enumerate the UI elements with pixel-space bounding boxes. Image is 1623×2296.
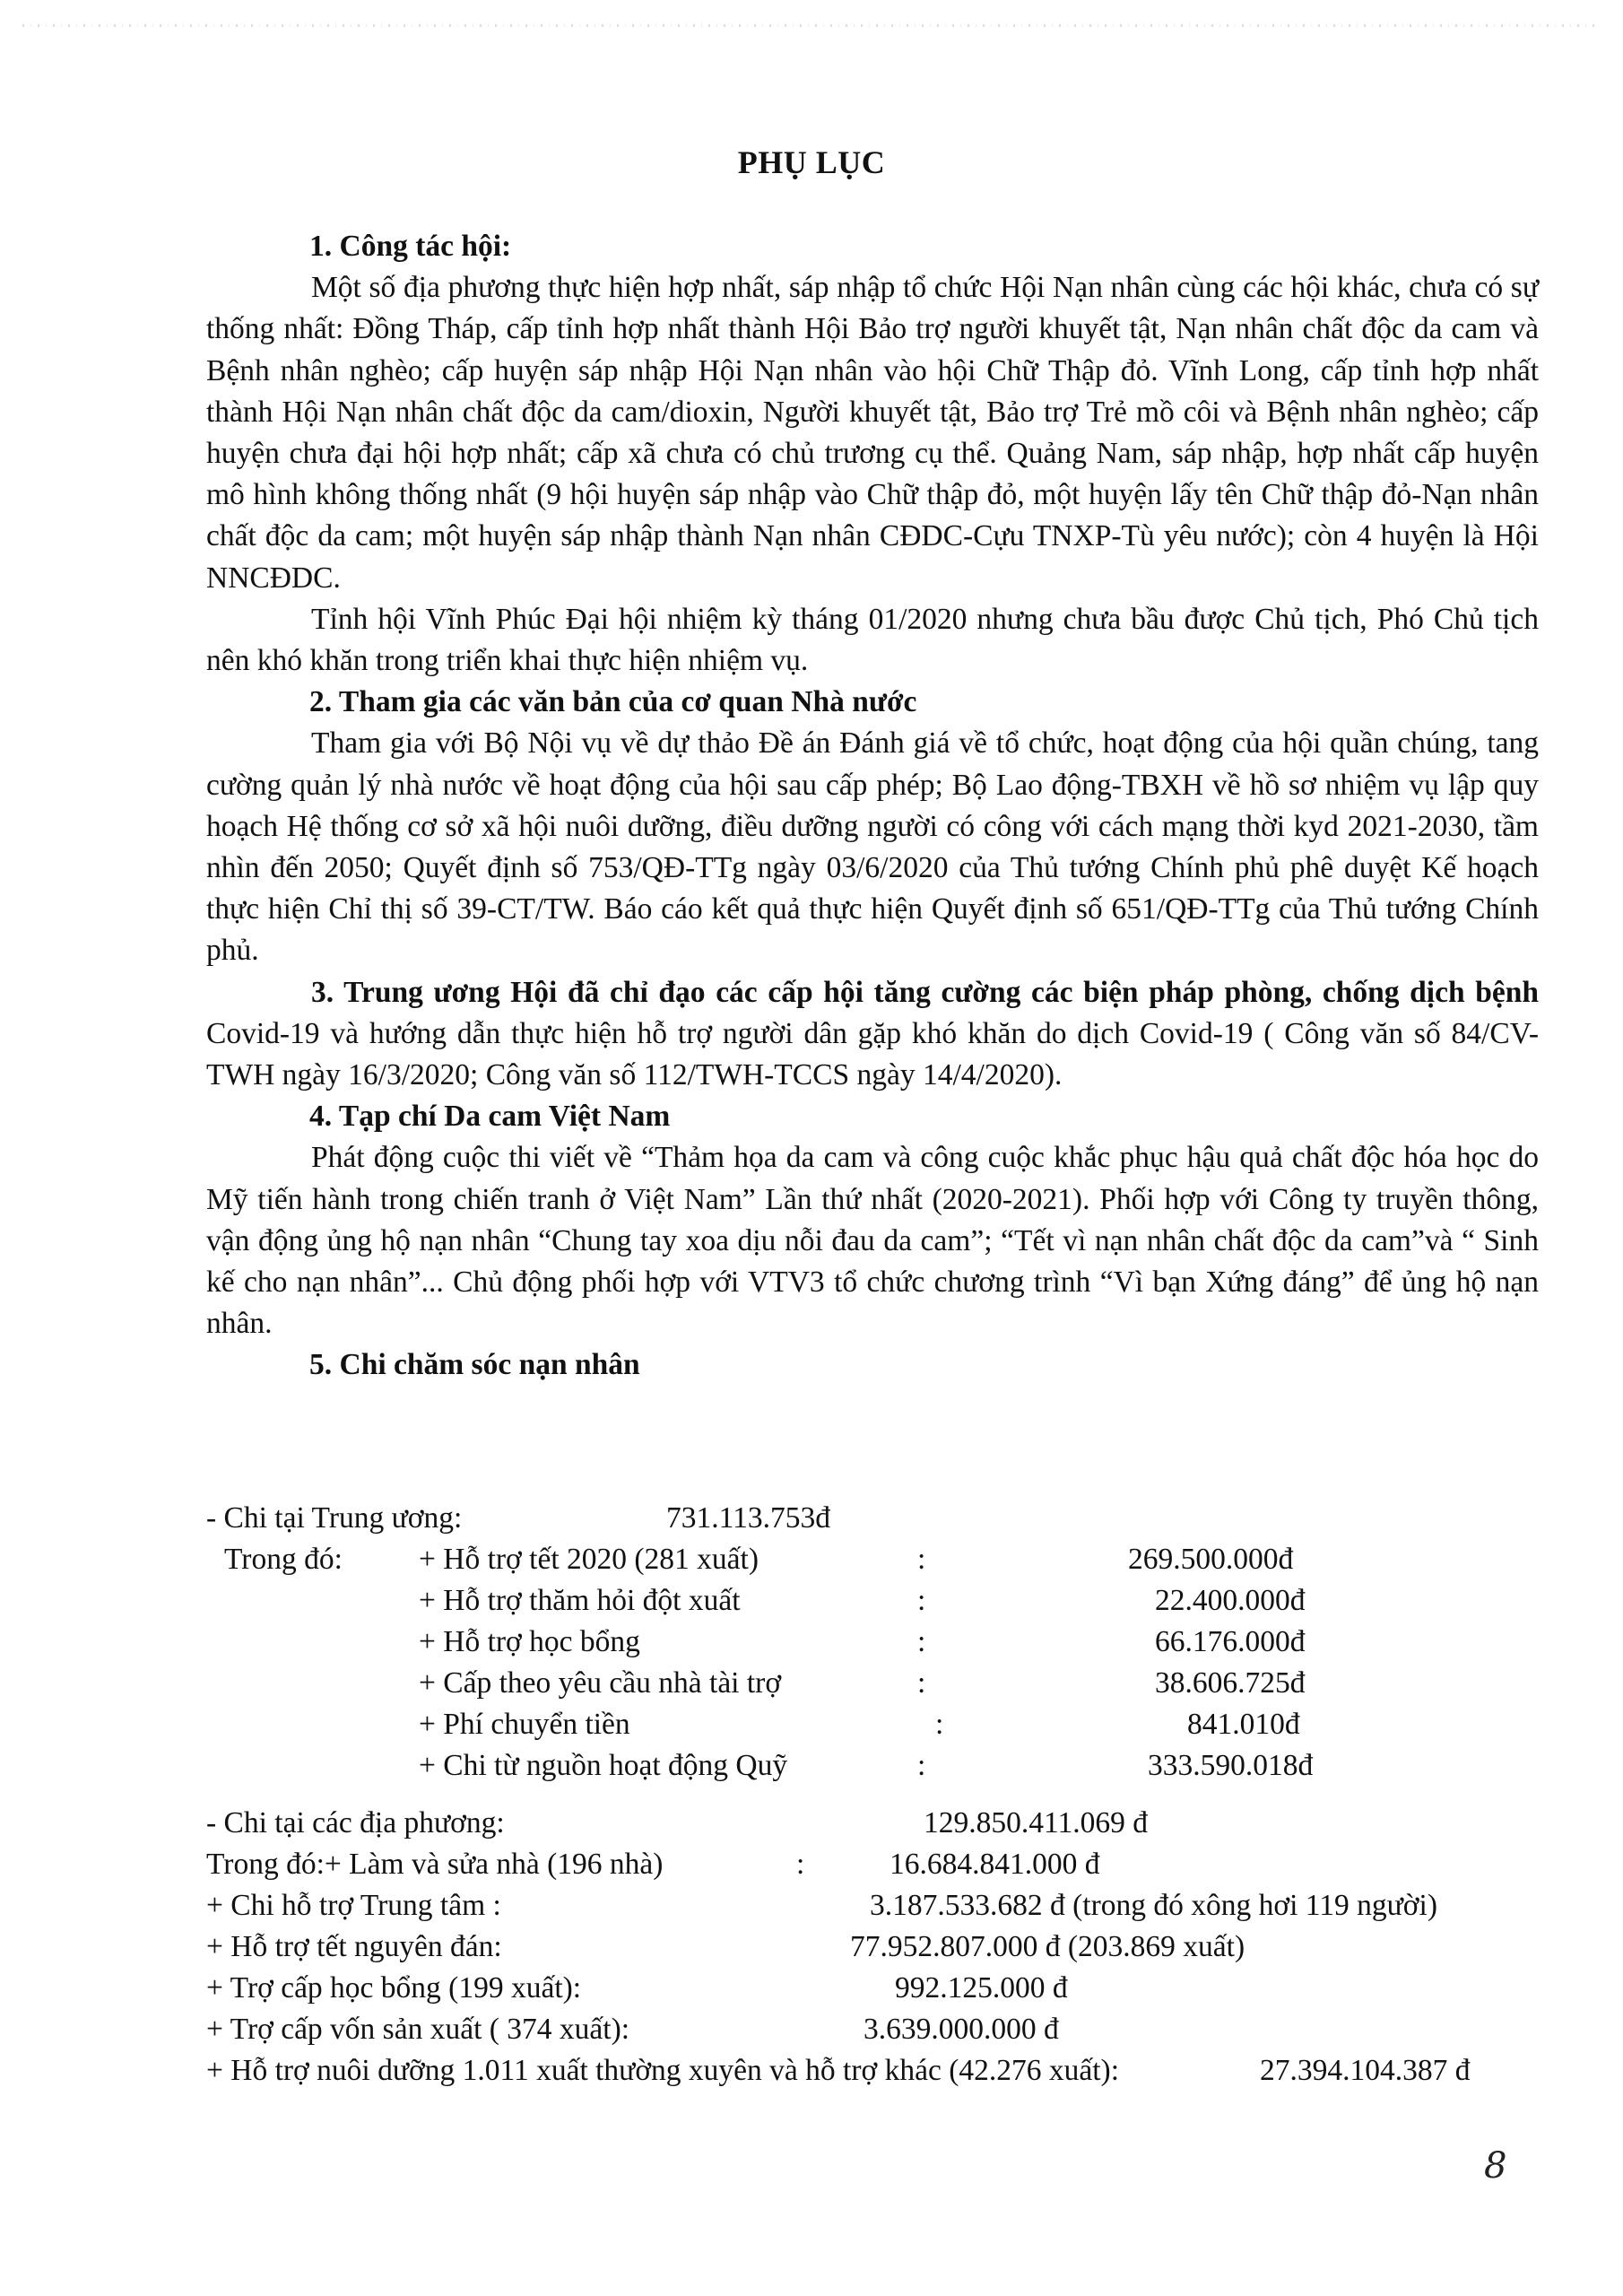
central-item-row	[206, 1580, 1551, 1622]
central-item-amount: 38.606.725đ	[1155, 1666, 1306, 1700]
central-item-separator: :	[917, 1666, 926, 1700]
section-2-heading: 2. Tham gia các văn bản của cơ quan Nhà nước	[309, 685, 917, 719]
section-2-paragraph: Tham gia với Bộ Nội vụ về dự thảo Đề án Đánh giá về tổ chức, hoạt động của hội quần chúng, tang cường quản lý nhà nước về hoạt động của hội sau cấp phép; Bộ Lao động-TBXH về hồ sơ nhiệm vụ lập quy hoạch Hệ thống cơ sở xã hội nuôi dưỡng, điều dưỡng người có công với cách mạng thời kyd 2021-2030, tầm nhìn đến 2050; Quyết định số 753/QĐ-TTg ngày 03/6/2020 của Thủ tướng Chính phủ phê duyệt Kế hoạch thực hiện Chỉ thị số 39-CT/TW. Báo cáo kết quả thực hiện Quyết định số 651/QĐ-TTg của Thủ tướng Chính phủ.	[206, 726, 1539, 968]
local-item-separator: :	[796, 1848, 805, 1881]
central-item-label: + Chi từ nguồn hoạt động Quỹ	[419, 1749, 788, 1782]
page-title: PHỤ LỤC	[737, 144, 886, 180]
local-item-row	[206, 2050, 1551, 2092]
section-4-paragraph: Phát động cuộc thi viết về “Thảm họa da cam và công cuộc khắc phục hậu quả chất độc hóa học do Mỹ tiến hành trong chiến tranh ở Việt Nam” Lần thứ nhất (2020-2021). Phối hợp với Công ty truyền thông, vận động ủng hộ nạn nhân “Chung tay xoa dịu nỗi đau da cam”; “Tết vì nạn nhân chất độc da cam”và “ Sinh kế cho nạn nhân”... Chủ động phối hợp với VTV3 tổ chức chương trình “Vì bạn Xứng đáng” để ủng hộ nạn nhân.	[206, 1141, 1539, 1341]
section-3-heading: 3. Trung ương Hội đã chỉ đạo các cấp hội tăng cường các biện pháp phòng, chống dịch bệnh	[311, 975, 1539, 1009]
document-body	[206, 226, 1539, 1387]
local-item-label: + Chi hỗ trợ Trung tâm :	[206, 1889, 501, 1922]
central-item-amount: 22.400.000đ	[1155, 1584, 1306, 1617]
central-item-amount: 269.500.000đ	[1128, 1543, 1294, 1576]
local-item-amount: 27.394.104.387 đ	[1260, 2054, 1471, 2087]
central-item-amount: 66.176.000đ	[1155, 1625, 1306, 1658]
local-item-label: Trong đó:+ Làm và sửa nhà (196 nhà)	[206, 1848, 664, 1881]
local-item-row	[206, 1968, 1551, 2009]
central-total-row	[206, 1498, 1551, 1539]
central-item-separator: :	[917, 1625, 926, 1658]
central-expenditure-block	[206, 1498, 1551, 1787]
central-item-separator: :	[935, 1708, 944, 1741]
local-total-amount: 129.850.411.069 đ	[924, 1806, 1149, 1839]
central-total-amount: 731.113.753đ	[666, 1501, 831, 1535]
scan-artifact-line	[22, 24, 1601, 27]
central-item-separator: :	[917, 1749, 926, 1782]
local-item-amount: 16.684.841.000 đ	[890, 1848, 1100, 1881]
central-item-row	[206, 1704, 1551, 1745]
section-1-paragraph-2: Tỉnh hội Vĩnh Phúc Đại hội nhiệm kỳ tháng 01/2020 nhưng chưa bầu được Chủ tịch, Phó Chủ tịch nên khó khăn trong triển khai thực hiện nhiệm vụ.	[206, 602, 1539, 678]
section-4-heading: 4. Tạp chí Da cam Việt Nam	[309, 1100, 671, 1134]
section-3-text: Covid-19 và hướng dẫn thực hiện hỗ trợ người dân gặp khó khăn do dịch Covid-19 ( Công văn số 84/CV-TWH ngày 16/3/2020; Công văn số 112/TWH-TCCS ngày 14/4/2020).	[206, 1016, 1539, 1092]
local-item-amount: 992.125.000 đ	[895, 1971, 1068, 2005]
central-item-label: + Hỗ trợ thăm hỏi đột xuất	[419, 1584, 741, 1617]
local-item-label: + Trợ cấp học bổng (199 xuất):	[206, 1971, 582, 2005]
section-1-paragraph-1: Một số địa phương thực hiện hợp nhất, sáp nhập tổ chức Hội Nạn nhân cùng các hội khác, chưa có sự thống nhất: Đồng Tháp, cấp tỉnh hợp nhất thành Hội Bảo trợ người khuyết tật, Nạn nhân chất độc da cam và Bệnh nhân nghèo; cấp huyện sáp nhập Hội Nạn nhân vào hội Chữ Thập đỏ. Vĩnh Long, cấp tỉnh hợp nhất thành Hội Nạn nhân chất độc da cam/dioxin, Người khuyết tật, Bảo trợ Trẻ mồ côi và Bệnh nhân nghèo; cấp huyện chưa đại hội hợp nhất; cấp xã chưa có chủ trương cụ thể. Quảng Nam, sáp nhập, hợp nhất cấp huyện mô hình không thống nhất (9 hội huyện sáp nhập vào Chữ thập đỏ, một huyện lấy tên Chữ thập đỏ-Nạn nhân chất độc da cam; một huyện sáp nhập thành Nạn nhân CĐDC-Cựu TNXP-Tù yêu nước); còn 4 huyện là Hội NNCĐDC.	[206, 271, 1539, 595]
page-number: 8	[1484, 2145, 1507, 2187]
central-item-label: + Hỗ trợ học bổng	[419, 1625, 640, 1658]
local-item-label: + Hỗ trợ tết nguyên đán:	[206, 1930, 502, 1963]
central-item-row	[206, 1663, 1551, 1704]
central-item-amount: 333.590.018đ	[1148, 1749, 1314, 1782]
central-item-label: + Hỗ trợ tết 2020 (281 xuất)	[419, 1543, 759, 1576]
central-breakdown-label: Trong đó:	[224, 1543, 343, 1576]
local-total-label: - Chi tại các địa phương:	[206, 1806, 505, 1839]
local-item-label: + Hỗ trợ nuôi dưỡng 1.011 xuất thường xuyên và hỗ trợ khác (42.276 xuất):	[206, 2054, 1120, 2087]
central-item-label: + Cấp theo yêu cầu nhà tài trợ	[419, 1666, 782, 1700]
section-3-paragraph	[206, 972, 1539, 1097]
central-item-row	[206, 1539, 1551, 1580]
local-item-amount: 3.187.533.682 đ (trong đó xông hơi 119 người)	[870, 1889, 1437, 1922]
central-item-row	[206, 1622, 1551, 1663]
section-1-heading: 1. Công tác hội:	[309, 230, 512, 263]
central-item-amount: 841.010đ	[1187, 1708, 1300, 1741]
local-total-row	[206, 1803, 1551, 1844]
central-item-label: + Phí chuyển tiền	[419, 1708, 630, 1741]
local-item-row	[206, 1885, 1551, 1926]
local-item-row	[206, 1844, 1551, 1885]
local-item-amount: 77.952.807.000 đ (203.869 xuất)	[850, 1930, 1245, 1963]
central-item-separator: :	[917, 1543, 926, 1576]
local-item-label: + Trợ cấp vốn sản xuất ( 374 xuất):	[206, 2013, 630, 2046]
central-item-separator: :	[917, 1584, 926, 1617]
local-item-amount: 3.639.000.000 đ	[864, 2013, 1059, 2046]
section-5-heading: 5. Chi chăm sóc nạn nhân	[309, 1348, 640, 1382]
central-item-row	[206, 1745, 1551, 1787]
central-total-label: - Chi tại Trung ương:	[206, 1501, 463, 1535]
local-item-row	[206, 2009, 1551, 2050]
local-item-row	[206, 1926, 1551, 1968]
local-expenditure-block	[206, 1803, 1551, 2092]
